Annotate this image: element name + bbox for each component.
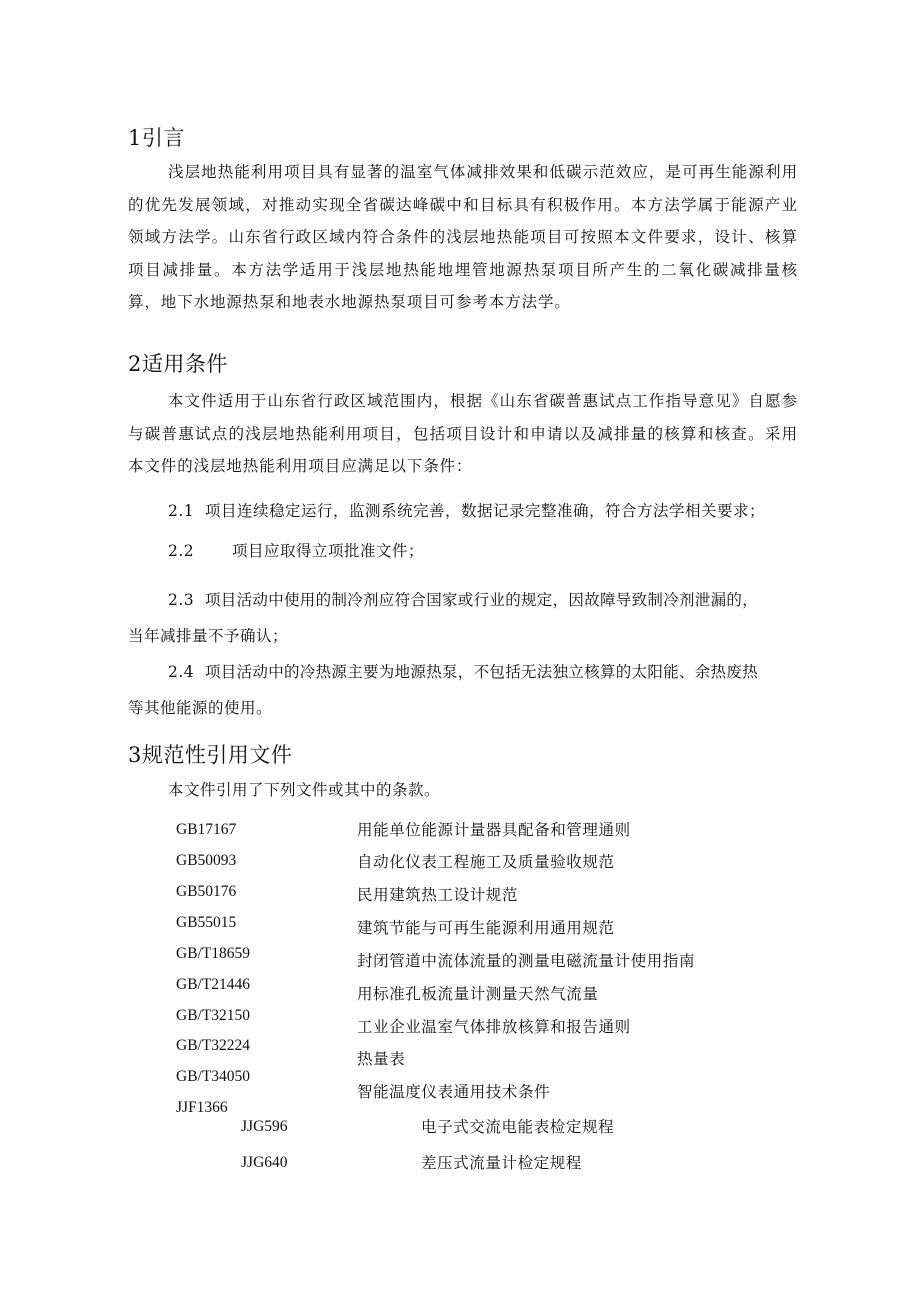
reference-title: 用能单位能源计量器具配备和管理通则: [357, 821, 631, 839]
reference-title: 差压式流量计检定规程: [421, 1154, 583, 1172]
condition-2-3-text: 项目活动中使用的制冷剂应符合国家或行业的规定，因故障导致制冷剂泄漏的，: [205, 591, 759, 609]
condition-2-4-number: 2.4: [168, 663, 195, 681]
reference-title: 民用建筑热工设计规范: [357, 886, 519, 904]
section-2-intro: 本文件适用于山东省行政区域范围内，根据《山东省碳普惠试点工作指导意见》自愿参与碳普惠试点的浅层地热能利用项目，包括项目设计和申请以及减排量的核算和核查。采用本文件的浅层地热能利用项目应满足以下条件：: [128, 392, 798, 476]
section-1-paragraph: 浅层地热能利用项目具有显著的温室气体减排效果和低碳示范效应，是可再生能源利用的优先发展领域，对推动实现全省碳达峰碳中和目标具有积极作用。本方法学属于能源产业领域方法学。山东省行政区域内符合条件的浅层地热能项目可按照本文件要求，设计、核算项目减排量。本方法学适用于浅层地热能地埋管地源热泵项目所产生的二氧化碳减排量核算，地下水地源热泵和地表水地源热泵项目可参考本方法学。: [128, 163, 798, 312]
section-3-intro: 本文件引用了下列文件或其中的条款。: [168, 781, 441, 799]
reference-code: GB/T34050: [176, 1068, 251, 1085]
condition-2-1-text: 项目连续稳定运行，监测系统完善，数据记录完整准确，符合方法学相关要求；: [205, 502, 766, 520]
section-1-heading: 1引言: [128, 126, 185, 150]
reference-title: 工业企业温室气体排放核算和报告通则: [357, 1018, 631, 1036]
reference-code: GB50093: [176, 852, 237, 869]
reference-title: 自动化仪表工程施工及质量验收规范: [357, 853, 615, 871]
reference-code: GB/T18659: [176, 945, 251, 962]
reference-code: JJG640: [241, 1154, 288, 1171]
reference-code: GB/T21446: [176, 976, 251, 993]
condition-2-2-number: 2.2: [168, 542, 195, 560]
reference-code: GB/T32224: [176, 1037, 251, 1054]
reference-title: 用标准孔板流量计测量天然气流量: [357, 985, 599, 1003]
reference-code: JJG596: [241, 1118, 288, 1135]
reference-title: 建筑节能与可再生能源利用通用规范: [357, 919, 615, 937]
reference-title: 电子式交流电能表检定规程: [421, 1118, 615, 1136]
reference-title: 热量表: [357, 1050, 406, 1068]
section-2-heading: 2适用条件: [128, 352, 228, 376]
condition-2-1-number: 2.1: [168, 502, 195, 520]
section-3-heading: 3规范性引用文件: [128, 743, 293, 767]
condition-2-4-text: 项目活动中的冷热源主要为地源热泵，不包括无法独立核算的太阳能、余热废热: [205, 663, 759, 681]
reference-code: JJF1366: [176, 1099, 228, 1116]
reference-title: 封闭管道中流体流量的测量电磁流量计使用指南: [357, 952, 696, 970]
reference-title: 智能温度仪表通用技术条件: [357, 1083, 551, 1101]
condition-2-3-number: 2.3: [168, 591, 195, 609]
reference-code: GB50176: [176, 883, 237, 900]
condition-2-2-text: 项目应取得立项批准文件；: [232, 542, 425, 560]
condition-2-4-text-cont: 等其他能源的使用。: [128, 699, 273, 717]
reference-code: GB55015: [176, 914, 237, 931]
reference-code: GB/T32150: [176, 1007, 251, 1024]
reference-code: GB17167: [176, 821, 237, 838]
condition-2-3-text-cont: 当年减排量不予确认；: [128, 627, 289, 645]
